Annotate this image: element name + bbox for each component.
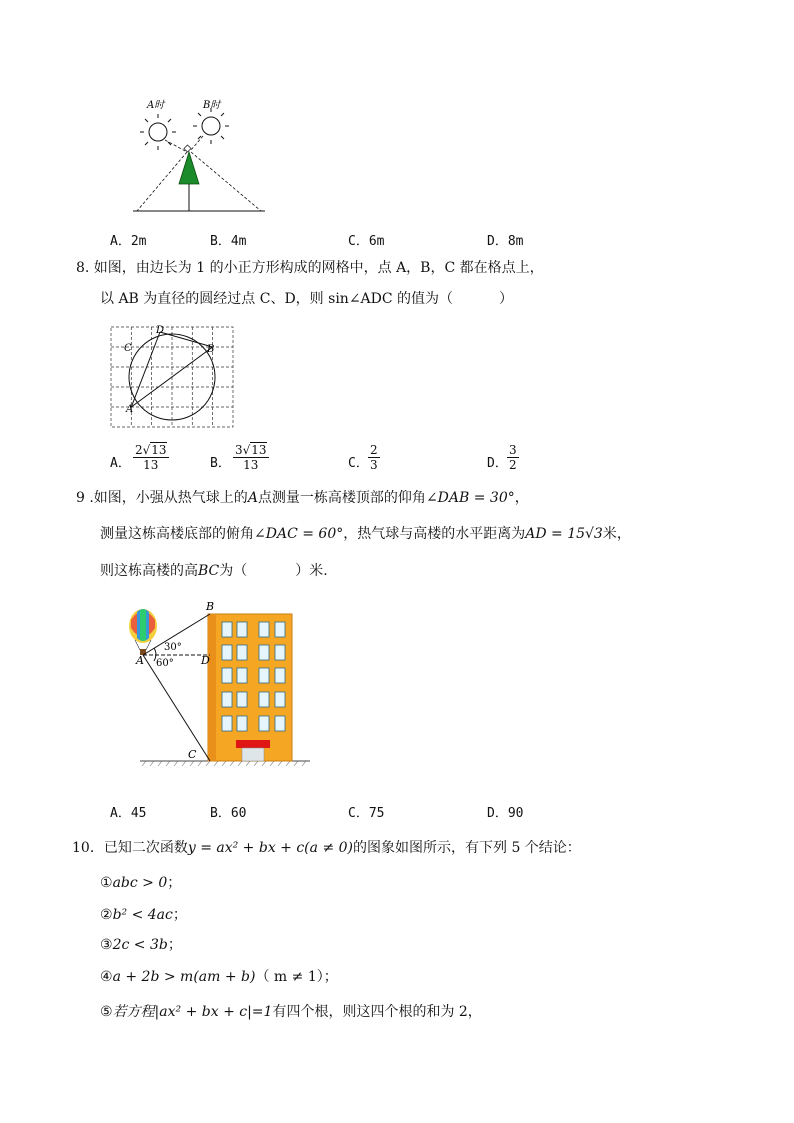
q8-option-c-letter[interactable]: C．: [348, 456, 369, 471]
q8-option-a-letter[interactable]: A．: [110, 456, 131, 471]
sun-a-label: A时: [147, 100, 165, 111]
point-b-label: B: [206, 600, 215, 613]
q9-line-3: 则这栋高楼的高BC为（ ）米.: [100, 563, 328, 579]
q10-intro: 10．已知二次函数y = ax² + bx + c(a ≠ 0)的图象如图所示，有下列 5 个结论：: [72, 840, 581, 856]
angle-30-label: 30°: [164, 642, 182, 653]
point-d-label: D: [201, 654, 210, 667]
q9-balloon-building-figure: [126, 598, 312, 770]
point-a-label: A: [136, 654, 144, 667]
q8-line-1: 8. 如图，由边长为 1 的小正方形构成的网格中，点 A，B，C 都在格点上，: [76, 260, 544, 276]
q8-option-d-letter[interactable]: D．: [487, 456, 508, 471]
point-d-label: D: [156, 325, 165, 336]
q10-conclusion-5: ⑤若方程|ax² + bx + c|=1有四个根，则这四个根的和为 2，: [100, 1004, 482, 1020]
q7-option-b[interactable]: B．4m: [210, 234, 247, 249]
q10-conclusion-4: ④a + 2b > m(am + b)（ m ≠ 1）；: [100, 969, 338, 985]
sun-b-icon: [193, 108, 229, 144]
q9-line-1: 9 .如图，小强从热气球上的A点测量一栋高楼顶部的仰角∠DAB = 30°，: [76, 490, 529, 506]
building-icon: [208, 614, 292, 761]
q8-option-d-fraction: $\frac{3}{2}$: [509, 443, 517, 472]
hot-air-balloon-icon: [129, 609, 157, 655]
tree-icon: [179, 152, 199, 184]
point-c-label: C: [188, 748, 197, 761]
q9-line-2: 测量这栋高楼底部的俯角∠DAC = 60°，热气球与高楼的水平距离为AD = 15√3米，: [100, 526, 631, 542]
q9-option-a[interactable]: A．45: [110, 806, 147, 821]
point-b-label: B: [207, 344, 215, 355]
light-rays: [137, 136, 261, 211]
ground-hatch: [142, 761, 306, 766]
q7-option-a[interactable]: A．2m: [110, 234, 147, 249]
q8-grid-circle-figure: [108, 324, 236, 430]
q10-conclusion-2: ②b² < 4ac；: [100, 907, 187, 923]
q8-option-a-fraction: $\frac{2√13}{13}$: [135, 443, 167, 472]
q7-sun-tree-figure: [125, 92, 285, 220]
q10-conclusion-1: ①abc > 0；: [100, 875, 182, 891]
q9-option-c[interactable]: C．75: [348, 806, 385, 821]
q10-conclusion-3: ③2c < 3b；: [100, 937, 182, 953]
point-c-label: C: [124, 343, 132, 354]
sun-b-label: B时: [203, 100, 221, 111]
q9-option-d[interactable]: D．90: [487, 806, 524, 821]
angle-60-label: 60°: [156, 658, 174, 669]
q8-line-2: [100, 290, 513, 308]
sun-a-icon: [140, 114, 176, 150]
point-a-label: A: [126, 404, 134, 415]
q8-line-2-prefix: 以 AB 为直径的圆经过点 C、D，则 sin∠ADC 的值为（: [100, 291, 454, 307]
q8-option-b-fraction: $\frac{3√13}{13}$: [235, 443, 267, 472]
q9-option-b[interactable]: B．60: [210, 806, 247, 821]
q7-option-d[interactable]: D．8m: [487, 234, 524, 249]
q8-option-c-fraction: $\frac{2}{3}$: [370, 443, 378, 472]
q8-option-b-letter[interactable]: B．: [210, 456, 231, 471]
q8-line-2-suffix: ）: [499, 291, 514, 307]
q7-option-c[interactable]: C．6m: [348, 234, 385, 249]
